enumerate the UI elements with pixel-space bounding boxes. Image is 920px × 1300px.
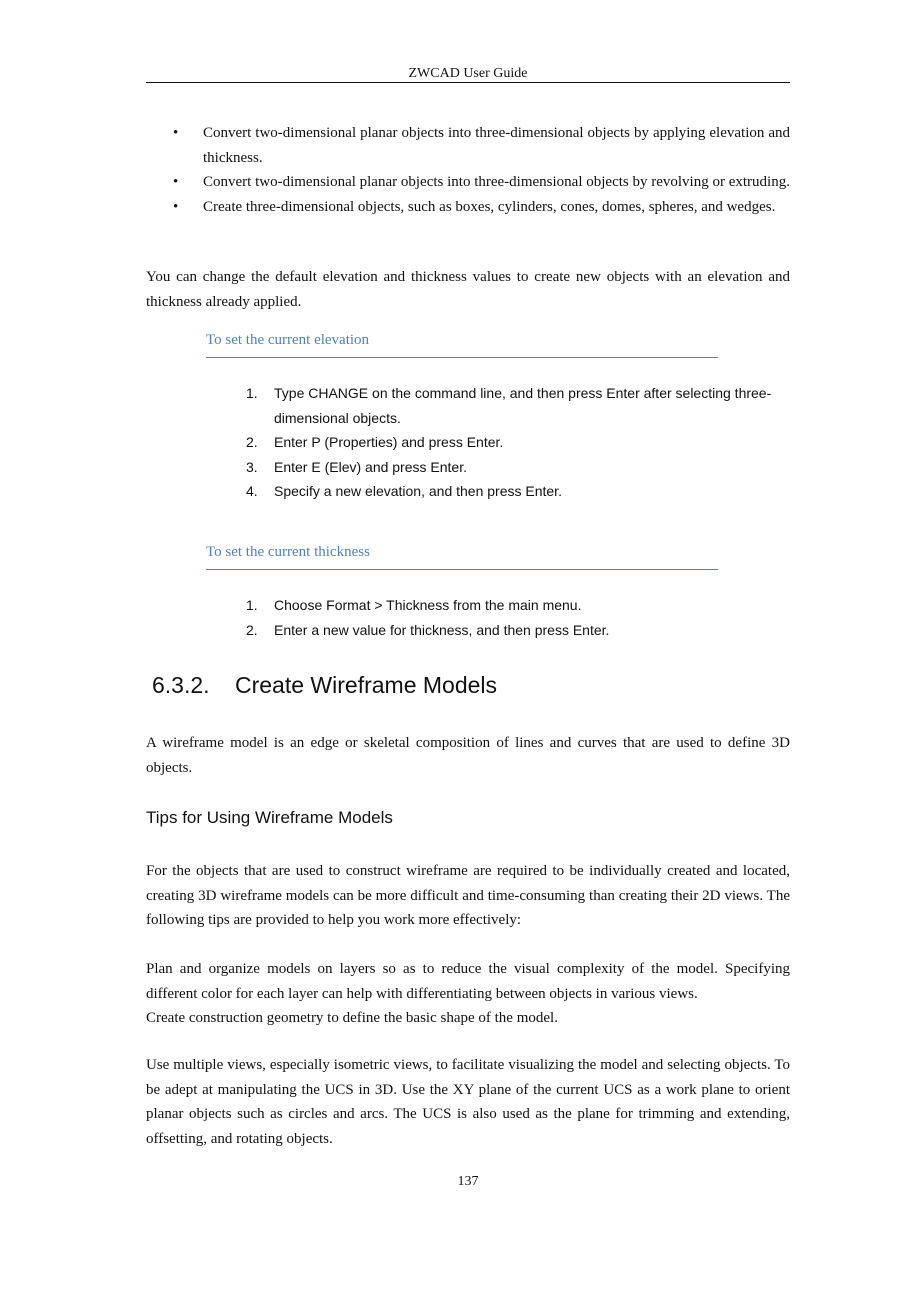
step-number: 4. <box>246 483 258 499</box>
bullet-text: Convert two-dimensional planar objects into three-dimensional objects by revolving or extruding. <box>203 174 790 190</box>
section-heading <box>152 672 497 699</box>
intro-bullet-list <box>146 121 790 219</box>
bullet-icon: • <box>173 174 179 190</box>
thickness-steps-list <box>246 593 790 642</box>
step-item <box>246 381 790 430</box>
procedure-heading-label: To set the current elevation <box>206 332 370 348</box>
page-number: 137 <box>457 1174 479 1189</box>
step-text: Type CHANGE on the command line, and then press Enter after selecting three-dimensional objects. <box>274 385 772 426</box>
tips-paragraph-1: For the objects that are used to construct wireframe are required to be individually created and located, creating 3D wireframe models can be more difficult and time-consuming than creating their 2D views. The following tips are provided to help you work more effectively: <box>146 863 790 928</box>
step-number: 2. <box>246 434 258 450</box>
tips-paragraph-3: Create construction geometry to define the basic shape of the model. <box>146 1010 558 1026</box>
step-number: 2. <box>246 621 258 638</box>
list-item <box>146 195 790 220</box>
procedure-heading-label: To set the current thickness <box>206 544 370 560</box>
list-item <box>146 121 790 170</box>
bullet-icon: • <box>173 198 179 215</box>
procedure-heading-elevation <box>206 332 718 358</box>
intro-paragraph: You can change the default elevation and thickness values to create new objects with an elevation and thickness already applied. <box>146 269 790 310</box>
subsection-heading: Tips for Using Wireframe Models <box>146 808 393 827</box>
list-item <box>146 170 790 195</box>
tips-paragraph-4: Use multiple views, especially isometric views, to facilitate visualizing the model and selecting objects. To be adept at manipulating the UCS in 3D. Use the XY plane of the current UCS as a work plane to orient planar objects such as circles and arcs. The UCS is also used as the plane for trimming and extending, offsetting, and rotating objects. <box>146 1057 790 1147</box>
running-header: ZWCAD User Guide <box>408 66 528 81</box>
step-text: Enter a new value for thickness, and then press Enter. <box>274 621 610 638</box>
procedure-heading-rule <box>206 357 718 358</box>
elevation-steps-list <box>246 381 790 504</box>
tips-paragraph-2: Plan and organize models on layers so as to reduce the visual complexity of the model. Specifying different color for each layer can help with differentiating between objects in various views. <box>146 961 790 1002</box>
section-intro-paragraph: A wireframe model is an edge or skeletal composition of lines and curves that are used to define 3D objects. <box>146 735 790 776</box>
procedure-heading-rule <box>206 569 718 570</box>
section-title: Create Wireframe Models <box>235 672 498 698</box>
step-item <box>246 479 790 504</box>
step-item <box>246 593 790 618</box>
step-number: 1. <box>246 385 258 401</box>
step-text: Enter E (Elev) and press Enter. <box>274 458 467 475</box>
step-item <box>246 618 790 643</box>
step-number: 3. <box>246 458 258 475</box>
bullet-text: Convert two-dimensional planar objects into three-dimensional objects by applying elevation and thickness. <box>203 125 790 166</box>
bullet-text: Create three-dimensional objects, such as boxes, cylinders, cones, domes, spheres, and wedges. <box>203 198 776 215</box>
step-item <box>246 430 790 455</box>
step-item <box>246 455 790 480</box>
procedure-heading-thickness <box>206 544 718 570</box>
header-divider <box>146 82 790 83</box>
bullet-icon: • <box>173 125 179 141</box>
step-text: Choose Format > Thickness from the main menu. <box>274 597 582 613</box>
step-text: Enter P (Properties) and press Enter. <box>274 434 504 450</box>
step-number: 1. <box>246 597 258 613</box>
step-text: Specify a new elevation, and then press Enter. <box>274 483 562 499</box>
section-number: 6.3.2. <box>152 672 210 698</box>
